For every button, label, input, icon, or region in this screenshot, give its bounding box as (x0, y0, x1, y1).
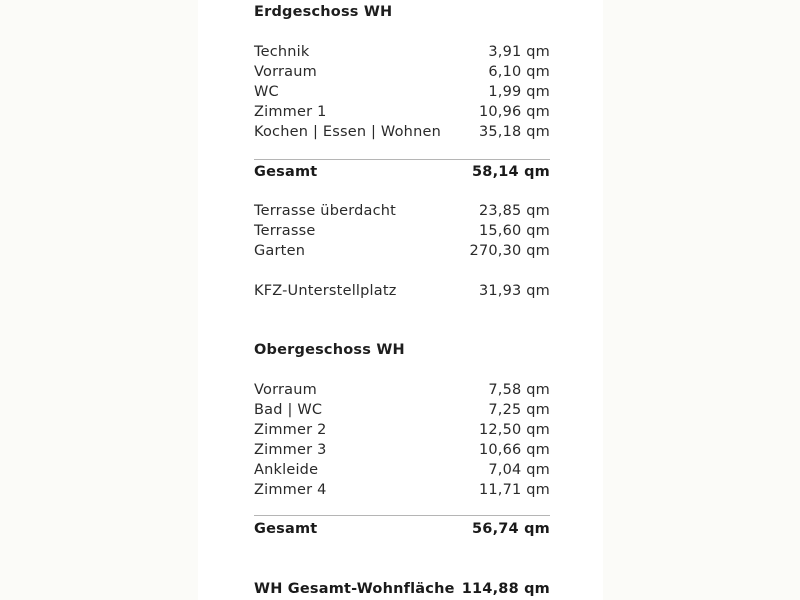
list-item (254, 460, 550, 480)
outdoor-label: Garten (254, 243, 306, 259)
total-label: Gesamt (254, 164, 318, 180)
list-item (254, 122, 550, 142)
room-area: 6,10 qm (488, 64, 550, 80)
total-label: Gesamt (254, 521, 318, 537)
room-area: 35,18 qm (478, 124, 550, 140)
ground-floor-total (254, 162, 550, 182)
outdoor-area: 270,30 qm (469, 243, 550, 259)
outdoor-label: Terrasse (254, 223, 316, 239)
grand-total-area: 114,88 qm (461, 581, 550, 597)
list-item (254, 420, 550, 440)
grand-total-label: WH Gesamt-Wohnfläche (254, 581, 455, 597)
list-item (254, 380, 550, 400)
room-area: 7,25 qm (488, 402, 550, 418)
room-area: 11,71 qm (478, 482, 550, 498)
total-area: 58,14 qm (471, 164, 550, 180)
upper-floor-heading: Obergeschoss WH (254, 342, 405, 358)
list-item (254, 400, 550, 420)
room-label: Kochen | Essen | Wohnen (254, 124, 441, 140)
room-area: 7,58 qm (488, 382, 550, 398)
list-item (254, 62, 550, 82)
grand-total (254, 579, 550, 599)
room-label: Ankleide (254, 462, 319, 478)
room-label: Bad | WC (254, 402, 323, 418)
ground-floor-heading: Erdgeschoss WH (254, 4, 393, 20)
room-area: 10,66 qm (478, 442, 550, 458)
list-item (254, 82, 550, 102)
upper-floor-total (254, 519, 550, 539)
carport-area: 31,93 qm (478, 283, 550, 299)
list-item (254, 480, 550, 500)
room-area: 3,91 qm (488, 44, 550, 60)
room-area: 12,50 qm (478, 422, 550, 438)
room-label: Vorraum (254, 64, 317, 80)
total-area: 56,74 qm (471, 521, 550, 537)
list-item (254, 241, 550, 261)
carport-label: KFZ-Unterstellplatz (254, 283, 397, 299)
room-label: Vorraum (254, 382, 317, 398)
room-area: 10,96 qm (478, 104, 550, 120)
room-label: Zimmer 1 (254, 104, 327, 120)
room-label: Zimmer 4 (254, 482, 327, 498)
divider (254, 159, 550, 160)
room-area: 7,04 qm (488, 462, 550, 478)
list-item (254, 42, 550, 62)
room-label: Zimmer 3 (254, 442, 327, 458)
room-label: Technik (254, 44, 310, 60)
outdoor-area: 15,60 qm (478, 223, 550, 239)
area-sheet (198, 0, 603, 600)
carport-row (254, 281, 550, 301)
room-label: WC (254, 84, 279, 100)
outdoor-label: Terrasse überdacht (254, 203, 397, 219)
list-item (254, 201, 550, 221)
list-item (254, 440, 550, 460)
room-label: Zimmer 2 (254, 422, 327, 438)
list-item (254, 221, 550, 241)
outdoor-area: 23,85 qm (478, 203, 550, 219)
room-area: 1,99 qm (488, 84, 550, 100)
list-item (254, 102, 550, 122)
divider (254, 515, 550, 516)
